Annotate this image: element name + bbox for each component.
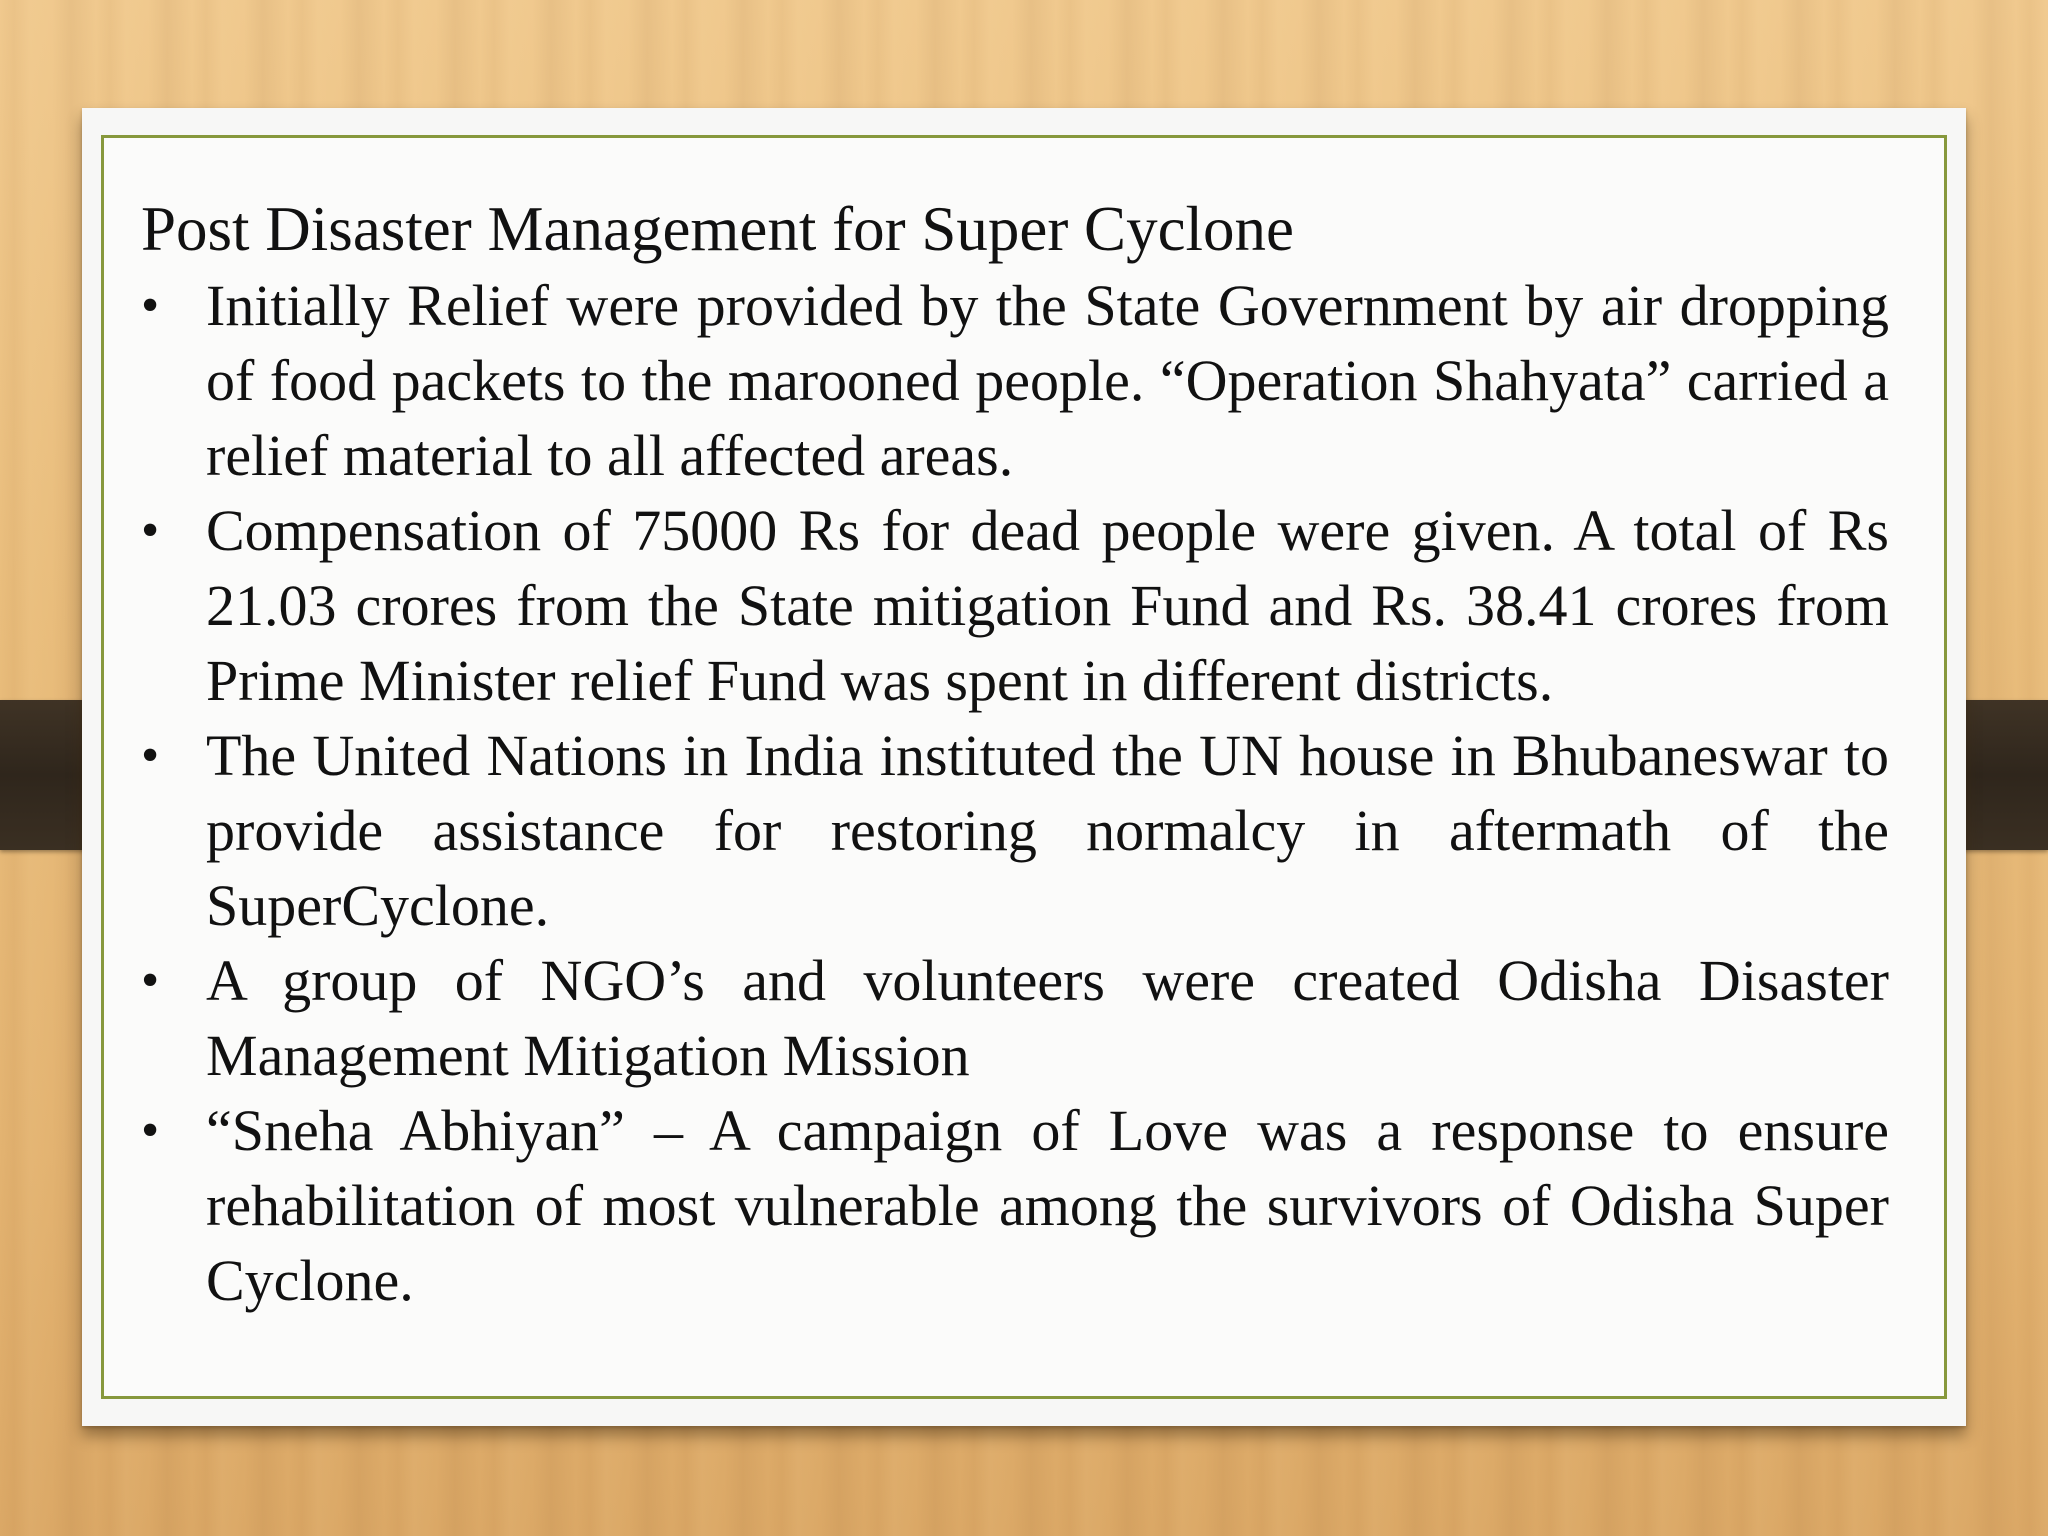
bullet-icon: •: [141, 1102, 160, 1159]
bullet-item-ngo: [141, 943, 1889, 1093]
bullet-icon: •: [141, 727, 160, 784]
bullet-icon: •: [141, 952, 160, 1009]
bullet-item-compensation: [141, 493, 1889, 718]
bullet-text: Initially Relief were provided by the State Government by air dropping of food packets to the marooned people. “Operation Shahyata” carried a relief material to all affected areas.: [206, 273, 1889, 488]
bullet-list: [141, 268, 1889, 1318]
bullet-item-sneha-abhiyan: [141, 1093, 1889, 1318]
bullet-text: Compensation of 75000 Rs for dead people were given. A total of Rs 21.03 crores from the State mitigation Fund and Rs. 38.41 crores from Prime Minister relief Fund was spent in different districts.: [206, 498, 1889, 713]
bullet-icon: •: [141, 277, 160, 334]
bullet-text: The United Nations in India instituted the UN house in Bhubaneswar to provide assistance for restoring normalcy in aftermath of the SuperCyclone.: [206, 723, 1889, 938]
bullet-text: “Sneha Abhiyan” – A campaign of Love was a response to ensure rehabilitation of most vulnerable among the survivors of Odisha Super Cyclone.: [206, 1098, 1889, 1313]
slide-title: Post Disaster Management for Super Cyclone: [141, 194, 1295, 264]
slide-content: [141, 190, 1889, 1318]
bullet-item-un-house: [141, 718, 1889, 943]
bullet-item-relief: [141, 268, 1889, 493]
bullet-text: A group of NGO’s and volunteers were created Odisha Disaster Management Mitigation Mission: [206, 948, 1889, 1088]
bullet-icon: •: [141, 502, 160, 559]
